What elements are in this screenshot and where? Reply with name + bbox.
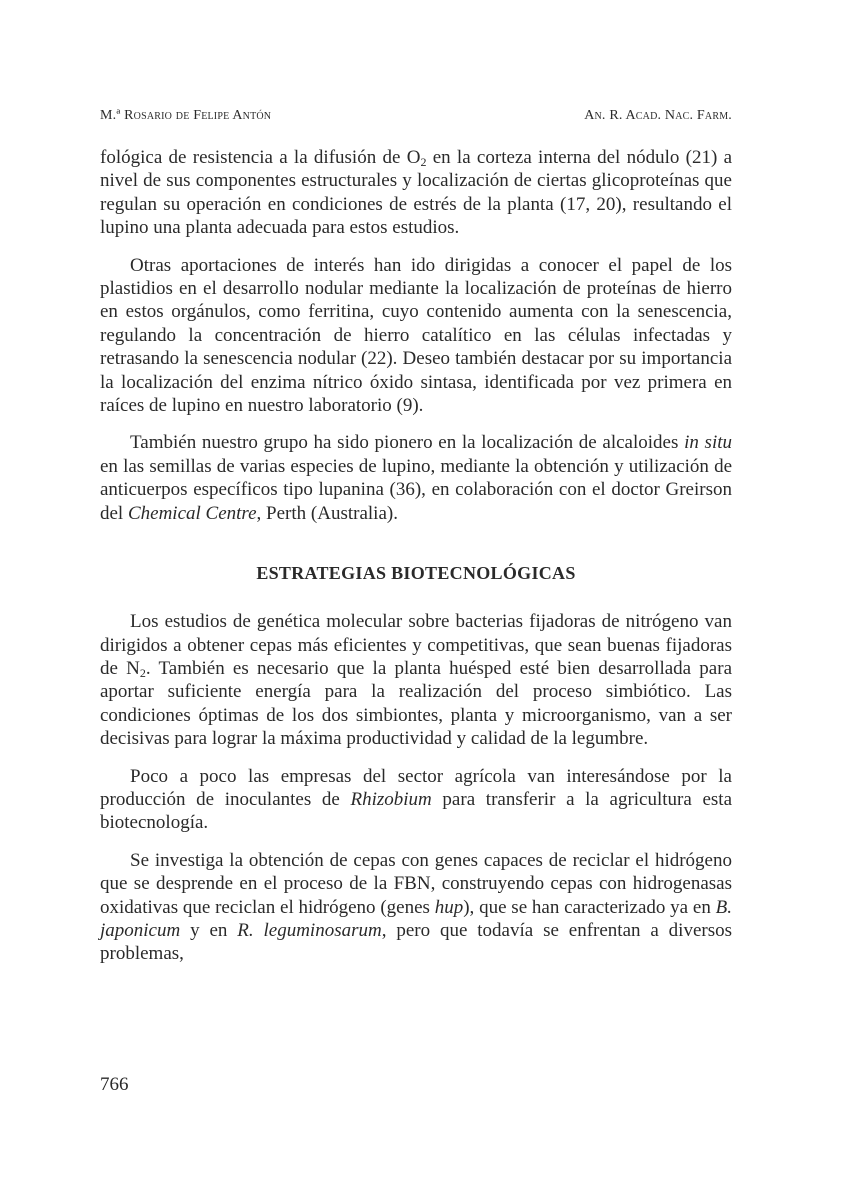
paragraph-5: [100, 765, 732, 835]
running-header: [100, 108, 732, 128]
paragraph-6-text-b: ), que se han caracterizado ya en: [463, 896, 716, 918]
header-journal: An. R. Acad. Nac. Farm.: [584, 108, 732, 123]
paragraph-4-text-b: . También es necesario que la planta huésped esté bien desarrollada para aportar suficiente energía para la realización del proceso simbiótico. Las condiciones óptimas de los dos simbiontes, planta y microorganismo, van a ser decisivas para lograr la máxima productividad y calidad de la legumbre.: [100, 657, 733, 750]
paragraph-4: [100, 610, 732, 750]
paragraph-1: [100, 146, 732, 240]
paragraph-1-text-a: fológica de resistencia a la difusión de O: [100, 147, 421, 168]
header-author: M.ª Rosario de Felipe Antón: [100, 108, 272, 123]
section-heading: ESTRATEGIAS BIOTECNOLÓGICAS: [256, 563, 576, 584]
paragraph-5-text-b: para transferir a la agricultura esta biotecnología.: [100, 788, 733, 834]
paragraph-1-text-b: en la corteza interna del nódulo (21) a nivel de sus componentes estructurales y localización de ciertas glicoproteínas que regulan su operación en condiciones de estrés de la planta (17, 20), resultando el lupino una planta adecuada para estos estudios.: [100, 147, 733, 239]
paragraph-3: [100, 431, 732, 525]
paragraph-5-text-a: Poco a poco las empresas del sector agrícola van interesándose por la producción de inoculantes de: [100, 765, 732, 810]
paragraph-3-italic-b: Chemical Centre: [127, 502, 257, 524]
paragraph-6-italic-c: R. leguminosarum: [237, 919, 382, 941]
paragraph-3-text-c: , Perth (Australia).: [256, 502, 398, 524]
body-text: [100, 146, 732, 966]
document-page: [100, 0, 732, 1200]
oxygen-subscript: 2: [420, 155, 427, 169]
paragraph-4-text-a: Los estudios de genética molecular sobre bacterias fijadoras de nitrógeno van dirigidos a obtener cepas más eficientes y competitivas, que sean buenas fijadoras de N: [100, 611, 732, 679]
nitrogen-subscript: 2: [139, 665, 146, 680]
paragraph-3-text-a: También nuestro grupo ha sido pionero en la localización de alcaloides: [130, 432, 685, 454]
paragraph-6: [100, 849, 732, 966]
paragraph-3-text-b: en las semillas de varias especies de lupino, mediante la obtención y utilización de anticuerpos específicos tipo lupanina (36), en colaboración con el doctor Greirson del: [100, 455, 732, 524]
page-number: 766: [100, 1074, 129, 1095]
paragraph-3-italic-a: in situ: [684, 432, 733, 454]
paragraph-6-text-a: Se investiga la obtención de cepas con genes capaces de reciclar el hidrógeno que se desprende en el proceso de la FBN, construyendo cepas con hidrogenasas oxidativas que reciclan el hidrógeno (genes: [100, 849, 732, 918]
paragraph-6-italic-a: hup: [434, 896, 464, 918]
paragraph-2: Otras aportaciones de interés han ido dirigidas a conocer el papel de los plastidios en el desarrollo nodular mediante la localización de proteínas de hierro en estos orgánulos, como ferritina, cuyo contenido aumenta con la senescencia, regulando la concentración de hierro catalítico en las células infectadas y retrasando la senescencia nodular (22). Deseo también destacar por su importancia la localización del enzima nítrico óxido sintasa, identificada por vez primera en raíces de lupino en nuestro laboratorio (9).: [100, 254, 732, 417]
paragraph-6-text-c: y en: [180, 919, 238, 941]
paragraph-5-italic-a: Rhizobium: [350, 788, 432, 810]
paragraph-6-text-d: , pero que todavía se enfrentan a diversos problemas,: [100, 919, 733, 965]
paragraph-6-italic-b: B. japonicum: [100, 896, 732, 941]
